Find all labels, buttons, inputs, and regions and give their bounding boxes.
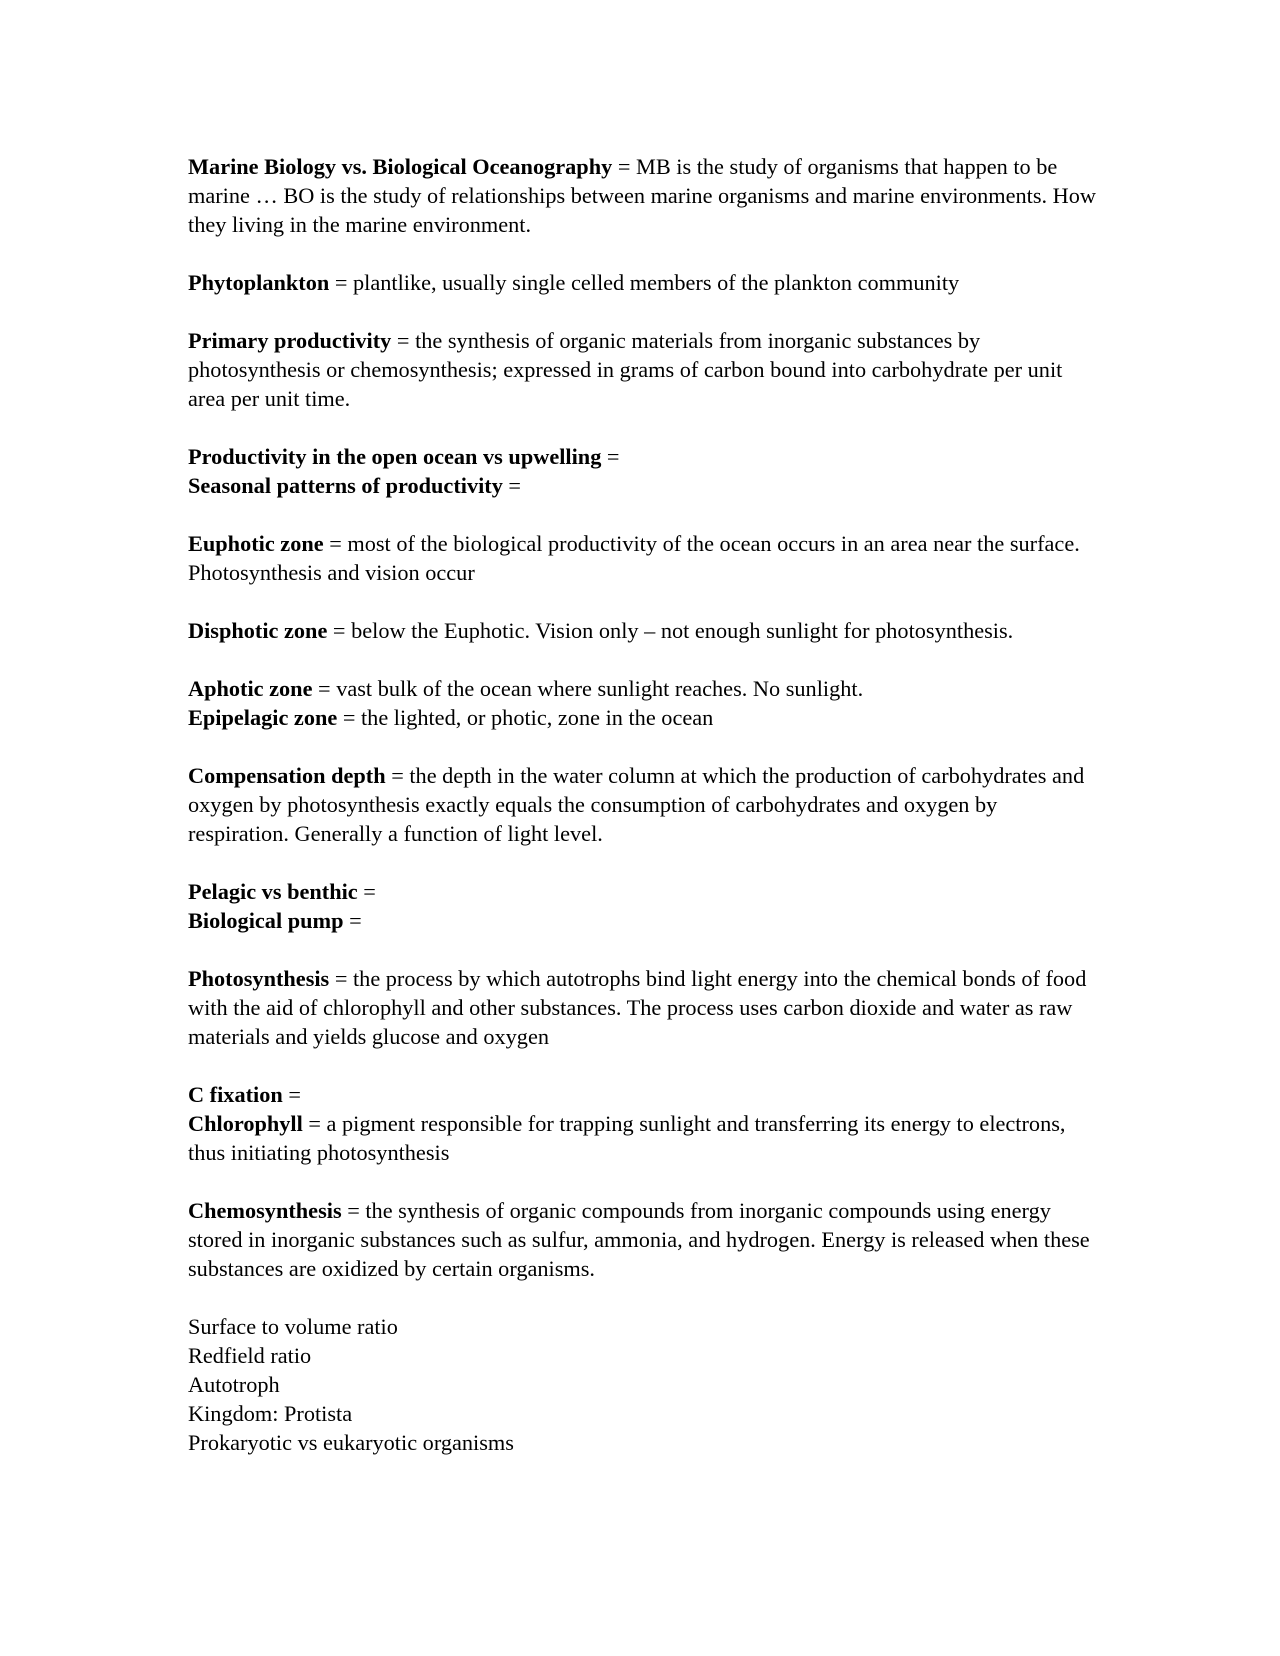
entry-primary-productivity (188, 326, 1100, 413)
definition: = vast bulk of the ocean where sunlight reaches. No sunlight. (312, 676, 864, 701)
entry-marine-biology (188, 152, 1100, 239)
term: Phytoplankton (188, 270, 330, 295)
entry-productivity-open-ocean (188, 442, 1100, 471)
entry-seasonal-patterns (188, 471, 1100, 500)
plain-term-list (188, 1312, 1100, 1457)
paragraph-gap (188, 413, 1100, 442)
term: Chlorophyll (188, 1111, 303, 1136)
definition: = below the Euphotic. Vision only – not enough sunlight for photosynthesis. (327, 618, 1014, 643)
entry-disphotic-zone (188, 616, 1100, 645)
term: C fixation (188, 1082, 283, 1107)
term: Photosynthesis (188, 966, 330, 991)
definition: = plantlike, usually single celled members of the plankton community (329, 270, 960, 295)
paragraph-gap (188, 1167, 1100, 1196)
entry-pelagic-vs-benthic (188, 877, 1100, 906)
entry-biological-pump (188, 906, 1100, 935)
definition: = the depth in the water column at which the production of carbohydrates and oxygen by photosynthesis exactly equals the consumption of carbohydrates and oxygen by respiration. Generally a function of light level. (188, 763, 1085, 846)
entry-compensation-depth (188, 761, 1100, 848)
term: Disphotic zone (188, 618, 328, 643)
definition: = the lighted, or photic, zone in the ocean (337, 705, 714, 730)
list-item: Prokaryotic vs eukaryotic organisms (188, 1430, 514, 1455)
entry-chemosynthesis (188, 1196, 1100, 1283)
definition: = (502, 473, 522, 498)
list-item: Kingdom: Protista (188, 1401, 353, 1426)
term: Compensation depth (188, 763, 386, 788)
term: Aphotic zone (188, 676, 313, 701)
definition: = (357, 879, 376, 904)
list-item: Redfield ratio (188, 1343, 312, 1368)
term: Pelagic vs benthic (188, 879, 358, 904)
definition: = most of the biological productivity of the ocean occurs in an area near the surface. Photosynthesis and vision occur (188, 531, 1080, 585)
list-item: Autotroph (188, 1372, 280, 1397)
term: Seasonal patterns of productivity (188, 473, 503, 498)
paragraph-gap (188, 1283, 1100, 1312)
paragraph-gap (188, 732, 1100, 761)
term: Biological pump (188, 908, 344, 933)
paragraph-gap (188, 935, 1100, 964)
definition: = the synthesis of organic compounds from inorganic compounds using energy stored in inorganic substances such as sulfur, ammonia, and hydrogen. Energy is released when these substances are oxidized by certain organisms. (188, 1198, 1090, 1281)
definition: = a pigment responsible for trapping sunlight and transferring its energy to electrons, thus initiating photosynthesis (188, 1111, 1066, 1165)
entry-aphotic-zone (188, 674, 1100, 703)
term: Chemosynthesis (188, 1198, 342, 1223)
entry-c-fixation (188, 1080, 1100, 1109)
paragraph-gap (188, 239, 1100, 268)
document-body (188, 152, 1100, 1457)
paragraph-gap (188, 587, 1100, 616)
paragraph-gap (188, 500, 1100, 529)
definition: = MB is the study of organisms that happen to be marine … BO is the study of relationships between marine organisms and marine environments. How they living in the marine environment. (188, 154, 1096, 237)
definition: = the process by which autotrophs bind light energy into the chemical bonds of food with the aid of chlorophyll and other substances. The process uses carbon dioxide and water as raw materials and yields glucose and oxygen (188, 966, 1087, 1049)
term: Marine Biology vs. Biological Oceanography (188, 154, 613, 179)
entry-photosynthesis (188, 964, 1100, 1051)
term: Primary productivity (188, 328, 392, 353)
term: Epipelagic zone (188, 705, 338, 730)
entry-phytoplankton (188, 268, 1100, 297)
entry-chlorophyll (188, 1109, 1100, 1167)
paragraph-gap (188, 1051, 1100, 1080)
definition: = (343, 908, 362, 933)
definition: = (282, 1082, 301, 1107)
entry-epipelagic-zone (188, 703, 1100, 732)
term: Euphotic zone (188, 531, 324, 556)
list-item: Surface to volume ratio (188, 1314, 398, 1339)
paragraph-gap (188, 297, 1100, 326)
term: Productivity in the open ocean vs upwelling (188, 444, 602, 469)
entry-euphotic-zone (188, 529, 1100, 587)
paragraph-gap (188, 645, 1100, 674)
definition: = (601, 444, 620, 469)
definition: = the synthesis of organic materials from inorganic substances by photosynthesis or chemosynthesis; expressed in grams of carbon bound into carbohydrate per unit area per unit time. (188, 328, 1063, 411)
paragraph-gap (188, 848, 1100, 877)
